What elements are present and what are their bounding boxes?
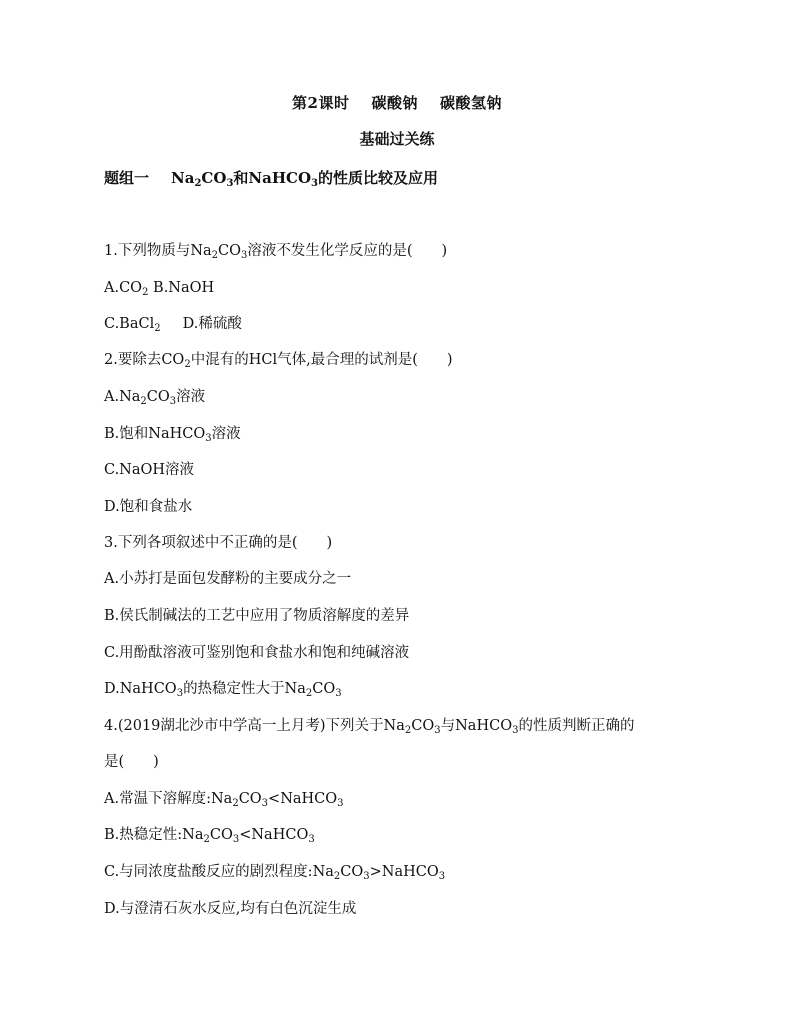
question-4-option-a: A.常温下溶解度$:Na_2CO_3<NaHCO_3$ [104, 791, 344, 809]
group-label: 题组一 [104, 169, 150, 187]
question-3-option-d: D.NaHCO$_3$的热稳定性大于$Na_2CO_3$ [104, 681, 342, 699]
section-title: 基础过关练 [359, 130, 435, 148]
group-heading: 题组一 $Na_2CO_3$和NaHCO$_3$的性质比较及应用 [104, 169, 438, 189]
question-4-stem-continued: 是( ) [104, 754, 159, 770]
lesson-number: 第2课时 [292, 94, 350, 112]
page-title [0, 93, 794, 113]
question-3-option-c: C.用酚酞溶液可鉴别饱和食盐水和饱和纯碱溶液 [104, 645, 410, 661]
question-2-option-a: $A.Na_2CO_3$溶液 [104, 389, 206, 407]
question-4-option-d: D.与澄清石灰水反应,均有白色沉淀生成 [104, 901, 357, 917]
question-1-options-ab: $A.CO_2$ B.NaOH [104, 280, 215, 298]
question-2-option-b: B.饱和NaHCO$_3$溶液 [104, 426, 241, 444]
question-3-option-a: A.小苏打是面包发酵粉的主要成分之一 [104, 571, 352, 587]
question-4-option-b: B.热稳定性$:Na_2CO_3<NaHCO_3$ [104, 827, 315, 845]
question-1-stem: 1.下列物质与$Na_2CO_3$溶液不发生化学反应的是( ) [104, 243, 448, 261]
question-3-stem: 3.下列各项叙述中不正确的是( ) [104, 535, 333, 551]
question-3-option-b: B.侯氏制碱法的工艺中应用了物质溶解度的差异 [104, 608, 410, 624]
question-1-options-cd: C.BaCl$_2$ D.稀硫酸 [104, 316, 242, 334]
question-4-option-c: C.与同浓度盐酸反应的剧烈程度$:Na_2CO_3>NaHCO_3$ [104, 864, 446, 882]
topic-sodium-bicarbonate: 碳酸氢钠 [439, 94, 502, 112]
question-2-option-d: D.饱和食盐水 [104, 499, 193, 515]
question-2-stem: 2.要除去$CO_2$中混有的HCl气体,最合理的试剂是( ) [104, 352, 453, 370]
question-2-option-c: C.NaOH溶液 [104, 462, 195, 478]
question-4-stem: 4.(2019湖北沙市中学高一上月考)下列关于$Na_2CO_3$与NaHCO$_3$的性质判断正确的 [104, 718, 635, 736]
topic-sodium-carbonate: 碳酸钠 [371, 94, 418, 112]
